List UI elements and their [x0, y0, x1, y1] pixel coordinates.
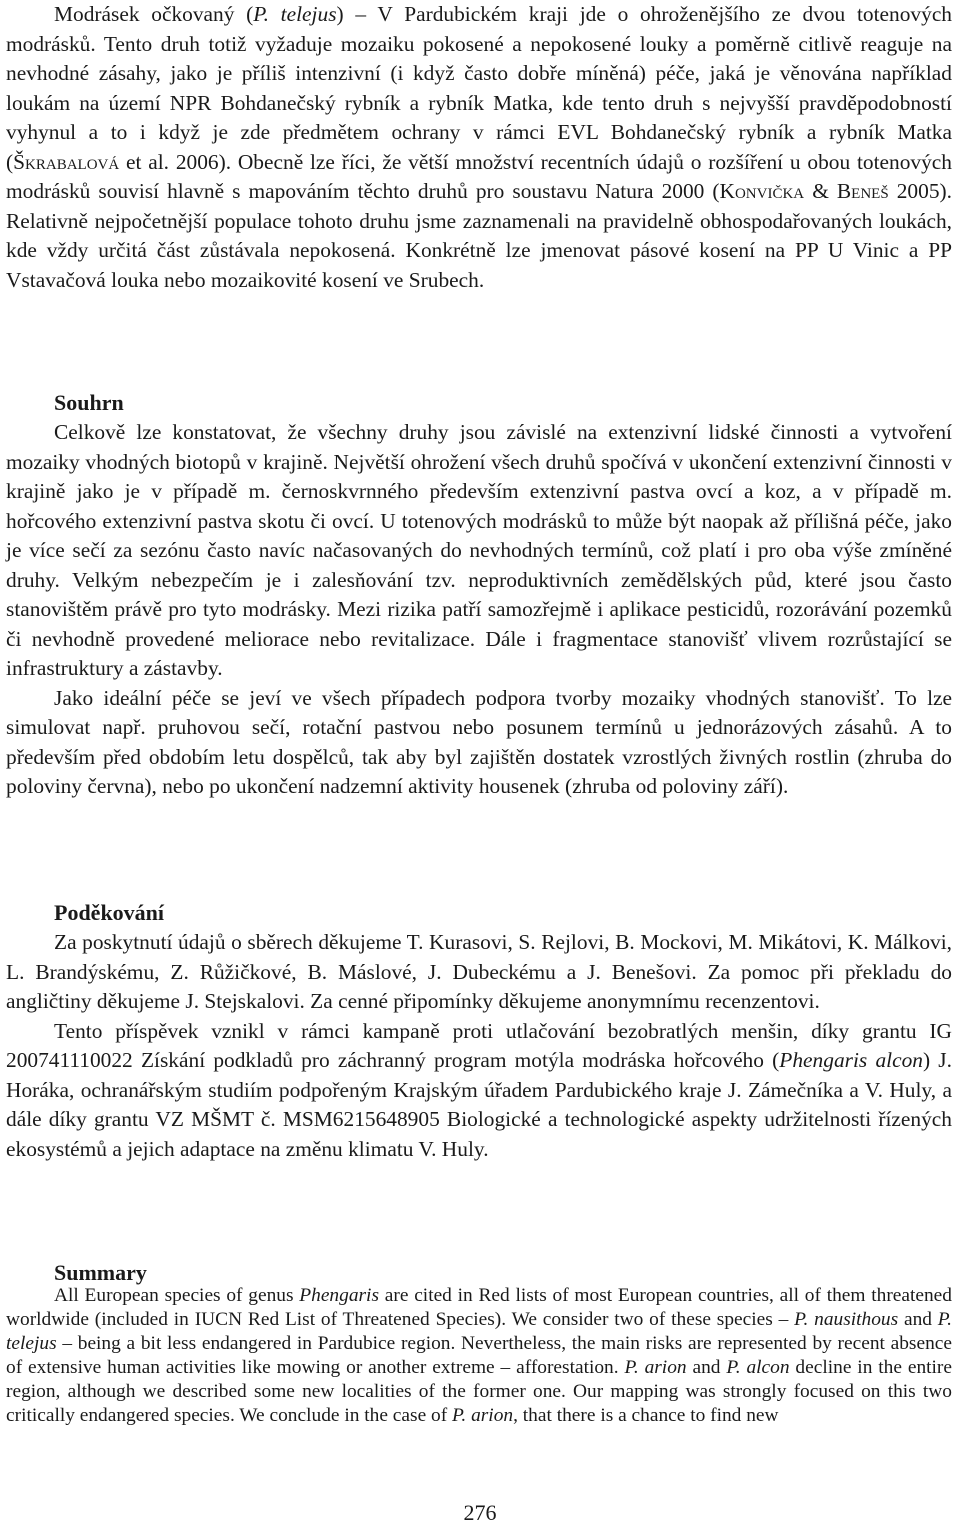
intro-paragraph — [6, 0, 952, 295]
intro-section — [6, 0, 952, 295]
species-name: P. telejus — [253, 2, 337, 26]
species-name: P. alcon — [726, 1356, 790, 1378]
section-heading-souhrn: Souhrn — [54, 390, 124, 415]
text: et al. 2006). Obecně lze říci, že větší množství recentních údajů o rozšíření u obou totenových modrásků souvisí hlavně s mapováním těchto druhů pro soustavu Natura 2000 ( — [6, 149, 952, 203]
summary-section — [6, 1284, 952, 1427]
text: and — [686, 1356, 727, 1378]
species-name: P. nausithous — [794, 1308, 899, 1330]
species-name: P. arion — [452, 1404, 514, 1426]
species-name: Phengaris alcon — [779, 1048, 923, 1072]
souhrn-paragraph-1: Celkově lze konstatovat, že všechny druhy jsou závislé na extenzivní lidské činnosti a vytvoření mozaiky vhodných biotopů v krajině. Největší ohrožení všech druhů spočívá v ukončení extenzivní činnosti v krajině jako je v případě m. černoskvrnného především extenzivní pastva ovcí a koz, a v případě m. hořcového extenzivní pastva skotu či ovcí. U totenových modrásků to může být naopak až přílišná péče, jako je více sečí za sezónu často navíc načasovaných do nevhodných termínů, což platí i pro oba výše zmíněné druhy. Velkým nebezpečím je i zalesňování tzv. neproduktivních zemědělských půd, které jsou často stanovištěm právě pro tyto modrásky. Mezi rizika patří samozřejmě i aplikace pesticidů, rozorávání pozemků či nevhodně provedené meliorace nebo revitalizace. Dále i fragmentace stanovišť vlivem rozrůstající se infrastruktury a zástavby. — [6, 420, 952, 680]
species-name: P. arion — [624, 1356, 687, 1378]
text: are cited in Red lists of most European countries, all of them threatened worldwide (included in IUCN Red List of Threatened Species). We consider two of these species – — [6, 1285, 952, 1330]
page-number: 276 — [463, 1500, 497, 1525]
text: , that there is a chance to find new — [513, 1404, 779, 1426]
text: Tento příspěvek vznikl v rámci kampaně proti utlačování bezobratlých menšin, díky grantu IG 200741110022 Získání podkladů pro záchranný program motýla modráska hořcového ( — [6, 1018, 952, 1072]
section-heading-summary: Summary — [54, 1260, 147, 1285]
text: 2005). Relativně nejpočetnější populace tohoto druhu jsme zaznamenali na pravidelně obhospodařovaných loukách, kde vždy určitá část zůstávala nepokosená. Konkrétně lze jmenovat pásové kosení na PP U Vinic a PP Vstavačová louka nebo mozaikovité kosení ve Srubech. — [6, 179, 952, 292]
text: and — [898, 1308, 938, 1330]
author-name: Konvička — [719, 179, 805, 203]
genus-name: Phengaris — [299, 1285, 379, 1306]
section-heading-podekovani: Poděkování — [54, 900, 165, 925]
souhrn-paragraph-2: Jako ideální péče se jeví ve všech případech podpora tvorby mozaiky vhodných stanovišť. To lze simulovat např. pruhovou sečí, rotační pastvou nebo posunem termínů u jednorázových zásahů. A to především před obdobím letu dospělců, tak aby byl zajištěn dostatek vzrostlých živných rostlin (zhruba do poloviny června), nebo po ukončení nadzemní aktivity housenek (zhruba od poloviny září). — [6, 685, 952, 798]
text: ) – V Pardubickém kraji jde o ohroženějšího ze dvou totenových modrásků. Tento druh totiž vyžaduje mozaiku pokosené a nepokosené louky a poměrně citlivě reaguje na nevhodné zásahy, jako je příliš intenzivní (i když často dobře míněná) péče, jaká je věnována například loukám na území NPR Bohdanečský rybník a rybník Matka, kde tento druh s nejvyšší pravděpodobností vyhynul a to i když je zde předmětem ochrany v rámci EVL Bohdanečský rybník a rybník Matka ( — [6, 2, 953, 174]
podekovani-section — [6, 928, 952, 1164]
souhrn-section — [6, 418, 952, 802]
text: All European species of genus — [54, 1285, 300, 1306]
summary-paragraph — [6, 1284, 952, 1427]
author-name: Beneš — [836, 179, 889, 203]
text: – being a bit less endangered in Pardubice region. Nevertheless, the main risks are represented by recent absence of extensive human activities like mowing or another extreme – afforestation. — [6, 1332, 952, 1378]
species-name: P. telejus — [6, 1308, 952, 1354]
author-name: Škrabalová — [13, 149, 120, 174]
text: & — [804, 179, 837, 203]
text: decline in the entire region, although we described some new localities of the former one. Our mapping was strongly focused on this two critically endangered species. We conclude in the case of — [6, 1356, 952, 1426]
podekovani-paragraph-1: Za poskytnutí údajů o sběrech děkujeme T. Kurasovi, S. Rejlovi, B. Mockovi, M. Mikátovi, K. Málkovi, L. Brandýskému, Z. Růžičkové, B. Máslové, J. Dubeckému a J. Benešovi. Za pomoc při překladu do angličtiny děkujeme J. Stejskalovi. Za cenné připomínky děkujeme anonymnímu recenzentovi. — [6, 930, 952, 1013]
text: ) J. Horáka, ochranářským studiím podpořeným Krajským úřadem Pardubického kraje J. Zámečníka a V. Huly, a dále díky grantu VZ MŠMT č. MSM6215648905 Biologické a technologické aspekty udržitelnosti řízených ekosystémů a jejich adaptace na změnu klimatu V. Huly. — [6, 1048, 952, 1161]
podekovani-paragraph-2 — [6, 1017, 952, 1165]
text: Modrásek očkovaný ( — [54, 2, 254, 26]
